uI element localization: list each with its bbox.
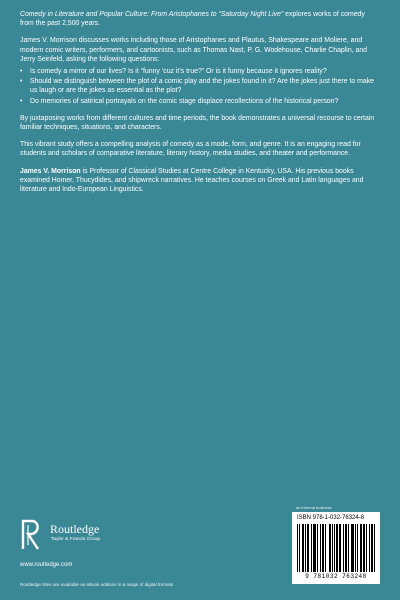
barcode-bar: [355, 524, 356, 572]
barcode-bar: [336, 524, 337, 572]
barcode-bar: [348, 524, 349, 572]
barcode-bar: [343, 524, 344, 572]
informa-tagline: an informa business: [296, 505, 332, 510]
barcode-bar: [325, 524, 326, 572]
barcode-digits: 9 781032 763248: [305, 573, 367, 580]
barcode-bar: [299, 524, 300, 572]
isbn-label: ISBN 978-1-032-76324-8: [297, 515, 365, 521]
barcode-bar: [305, 524, 306, 572]
vibrant-paragraph: This vibrant study offers a compelling analysis of comedy as a mode, form, and genre. It is an engaging read for students and scholars of comparative literature, literary history, media studies, and theater and performance.: [20, 141, 361, 158]
barcode-bar: [323, 524, 324, 572]
barcode-bar: [364, 524, 365, 572]
publisher-name: Routledge: [50, 522, 100, 536]
ebook-note: Routledge titles are available as eBook editions in a range of digital formats: [20, 582, 174, 587]
question-item: • Should we distinguish between the plot of a comic play and the jokes found in it? Are the jokes just there to make us laugh or are the jokes as essential as the plot?: [30, 77, 378, 95]
barcode-bar: [374, 524, 375, 572]
isbn-barcode: [292, 512, 380, 584]
barcode-bar: [340, 524, 341, 572]
barcode-bar: [332, 524, 333, 572]
question-item: • Is comedy a mirror of our lives? Is it “funny ’cuz it’s true?” Or is it funny because it ignores reality?: [30, 67, 378, 76]
barcode-bar: [334, 524, 335, 572]
barcode-bar: [330, 524, 331, 572]
back-cover-text: [20, 10, 378, 202]
barcode-bar: [337, 524, 338, 572]
barcode-bar: [322, 524, 323, 572]
barcode-bar: [313, 524, 314, 572]
barcode-bar: [302, 524, 303, 572]
questions-list: [20, 67, 378, 106]
book-title: Comedy in Literature and Popular Culture: From Aristophanes to “Saturday Night Live”: [20, 11, 284, 18]
works-paragraph: James V. Morrison discusses works including those of Aristophanes and Plautus, Shakespeare and Moliere, and modern comic writers, performers, and cartoonists, such as Thomas Nast, P. G. Wodehouse, Charlie Chaplin, and Jerry Seinfeld, asking the following questions:: [20, 37, 367, 63]
barcode-bar: [353, 524, 354, 572]
barcode-bar: [329, 524, 330, 572]
author-name: James V. Morrison: [20, 167, 81, 175]
intro-paragraph: [20, 10, 378, 28]
publisher-logo: [20, 517, 160, 557]
barcode-bar: [369, 524, 370, 572]
publisher-website: www.routledge.com: [20, 562, 73, 568]
barcode-bar: [339, 524, 340, 572]
barcode-bar: [345, 524, 346, 572]
author-bio: [20, 167, 378, 195]
barcode-bar: [352, 524, 353, 572]
barcode-bars: [297, 524, 375, 572]
barcode-bar: [311, 524, 312, 572]
barcode-bar: [366, 524, 367, 572]
barcode-bar: [361, 524, 362, 572]
barcode-bar: [320, 524, 321, 572]
routledge-r-icon: [20, 517, 44, 551]
intro-text: explores works of comedy from the past 2,500 years.: [20, 11, 365, 28]
barcode-bar: [357, 524, 358, 572]
barcode-bar: [346, 524, 347, 572]
barcode-bar: [308, 524, 309, 572]
barcode-bar: [297, 524, 298, 572]
barcode-bar: [307, 524, 308, 572]
barcode-bar: [371, 524, 372, 572]
juxtaposing-paragraph: By juxtaposing works from different cultures and time periods, the book demonstrates a universal recourse to certain familiar techniques, situations, and characters.: [20, 114, 375, 132]
barcode-bar: [317, 524, 318, 572]
barcode-bar: [351, 524, 352, 572]
publisher-group: Taylor & Francis Group: [51, 537, 101, 542]
barcode-bar: [314, 524, 315, 572]
question-item: • Do memories of satirical portrayals on the comic stage displace recollections of the historical person?: [30, 97, 378, 106]
barcode-bar: [360, 524, 361, 572]
author-bio-text: is Professor of Classical Studies at Centre College in Kentucky, USA. His previous books examined Homer, Thucydides, and shipwreck narratives. He teaches courses on Greek and Latin languages and literature and Indo-European Linguistics.: [20, 167, 364, 194]
barcode-bar: [303, 524, 304, 572]
barcode-bar: [372, 524, 373, 572]
barcode-bar: [363, 524, 364, 572]
barcode-bar: [315, 524, 316, 572]
